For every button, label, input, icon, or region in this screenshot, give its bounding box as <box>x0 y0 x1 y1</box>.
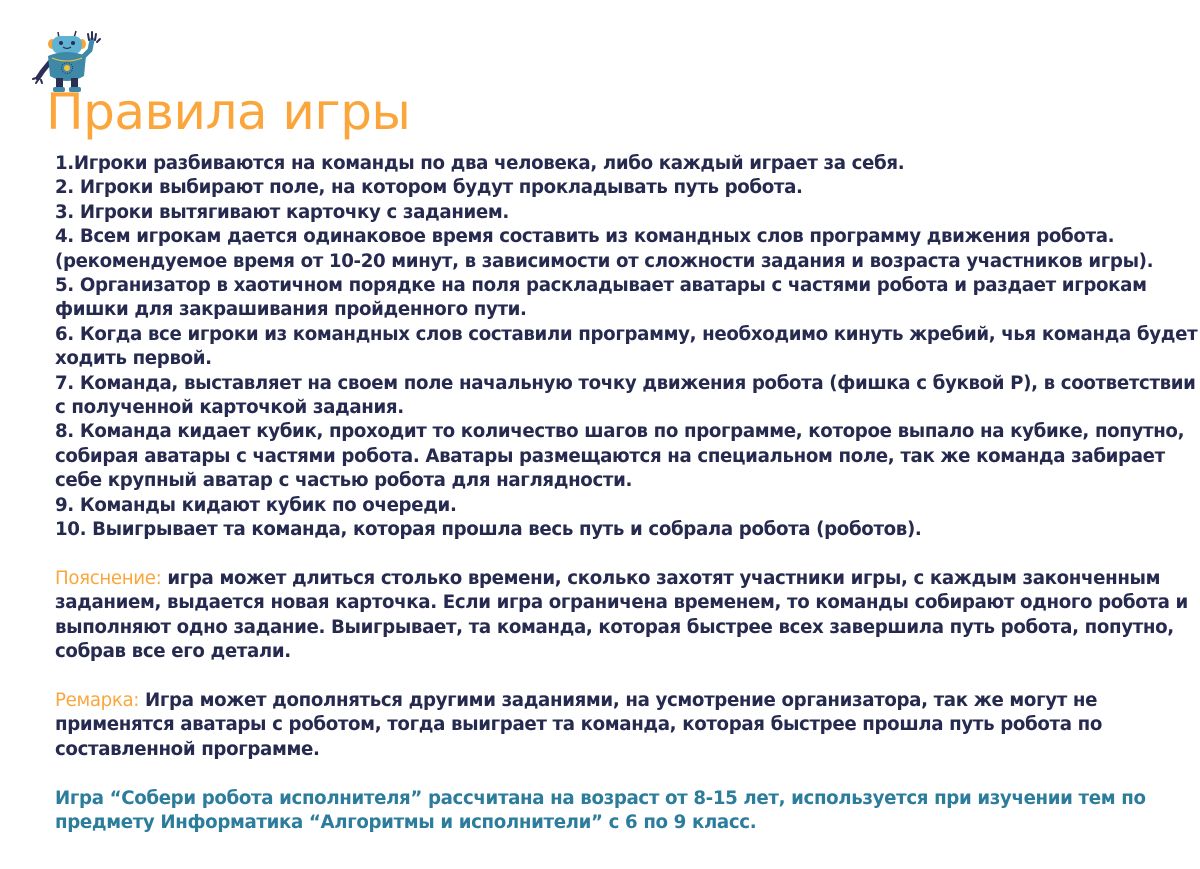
remark-label: Ремарка: <box>55 689 140 711</box>
rule-line: 2. Игроки выбирают поле, на котором будут прокладывать путь робота. <box>55 177 803 199</box>
footer-text: Игра “Собери робота исполнителя” рассчитана на возраст от 8-15 лет, используется при изучении тем по <box>55 787 1146 809</box>
rule-line: 10. Выигрывает та команда, которая прошла весь путь и собрала робота (роботов). <box>55 519 922 541</box>
rule-line: собирая аватары с частями робота. Аватары размещаются на специальном поле, так же команда забирает <box>55 445 1165 467</box>
explanation-text: выполняют одно задание. Выигрывает, та команда, которая быстрее всех завершила путь робота, попутно, <box>55 616 1174 638</box>
rule-line: 8. Команда кидает кубик, проходит то количество шагов по программе, которое выпало на кубике, попутно, <box>55 421 1185 443</box>
explanation-text: игра может длиться столько времени, сколько захотят участники игры, с каждым законченным <box>161 567 1161 589</box>
rule-line: 7. Команда, выставляет на своем поле начальную точку движения робота (фишка с буквой Р), в соответствии <box>55 372 1196 394</box>
remark-paragraph <box>55 689 1175 762</box>
rule-line: себе крупный аватар с частью робота для наглядности. <box>55 470 633 492</box>
remark-text: применятся аватары с роботом, тогда выиграет та команда, которая быстрее прошла путь робота по <box>55 714 1102 736</box>
spacer <box>55 543 1175 567</box>
footer-note <box>55 787 1175 836</box>
rule-line: 3. Игроки вытягивают карточку с заданием. <box>55 201 509 223</box>
rule-line: 1.Игроки разбиваются на команды по два человека, либо каждый играет за себя. <box>55 153 905 174</box>
spacer <box>55 762 1175 786</box>
rule-line: с полученной карточкой задания. <box>55 397 404 419</box>
rules-content <box>55 152 1198 835</box>
explanation-paragraph <box>55 567 1188 665</box>
rule-line: (рекомендуемое время от 10-20 минут, в зависимости от сложности задания и возраста участников игры). <box>55 250 1154 272</box>
rule-line: ходить первой. <box>55 348 212 370</box>
rules-list <box>55 152 1198 543</box>
explanation-label: Пояснение: <box>55 567 162 589</box>
rule-line: 4. Всем игрокам дается одинаковое время составить из командных слов программу движения робота. <box>55 226 1115 248</box>
page-title: Правила игры <box>46 83 411 141</box>
remark-text: Игра может дополняться другими заданиями, на усмотрение организатора, так же могут не <box>139 689 1098 711</box>
explanation-text: собрав все его детали. <box>55 641 291 663</box>
rule-line: 9. Команды кидают кубик по очереди. <box>55 494 457 516</box>
rule-line: 6. Когда все игроки из командных слов составили программу, необходимо кинуть жребий, чья команда будет <box>55 323 1198 345</box>
rule-line: 5. Организатор в хаотичном порядке на поля раскладывает аватары с частями робота и раздает игрокам <box>55 275 1147 297</box>
explanation-text: заданием, выдается новая карточка. Если игра ограничена временем, то команды собирают одного робота и <box>55 592 1188 614</box>
rule-line: фишки для закрашивания пройденного пути. <box>55 299 527 321</box>
remark-text: составленной программе. <box>55 738 320 760</box>
spacer <box>55 665 1175 689</box>
footer-text: предмету Информатика “Алгоритмы и исполнители” с 6 по 9 класс. <box>55 811 757 833</box>
